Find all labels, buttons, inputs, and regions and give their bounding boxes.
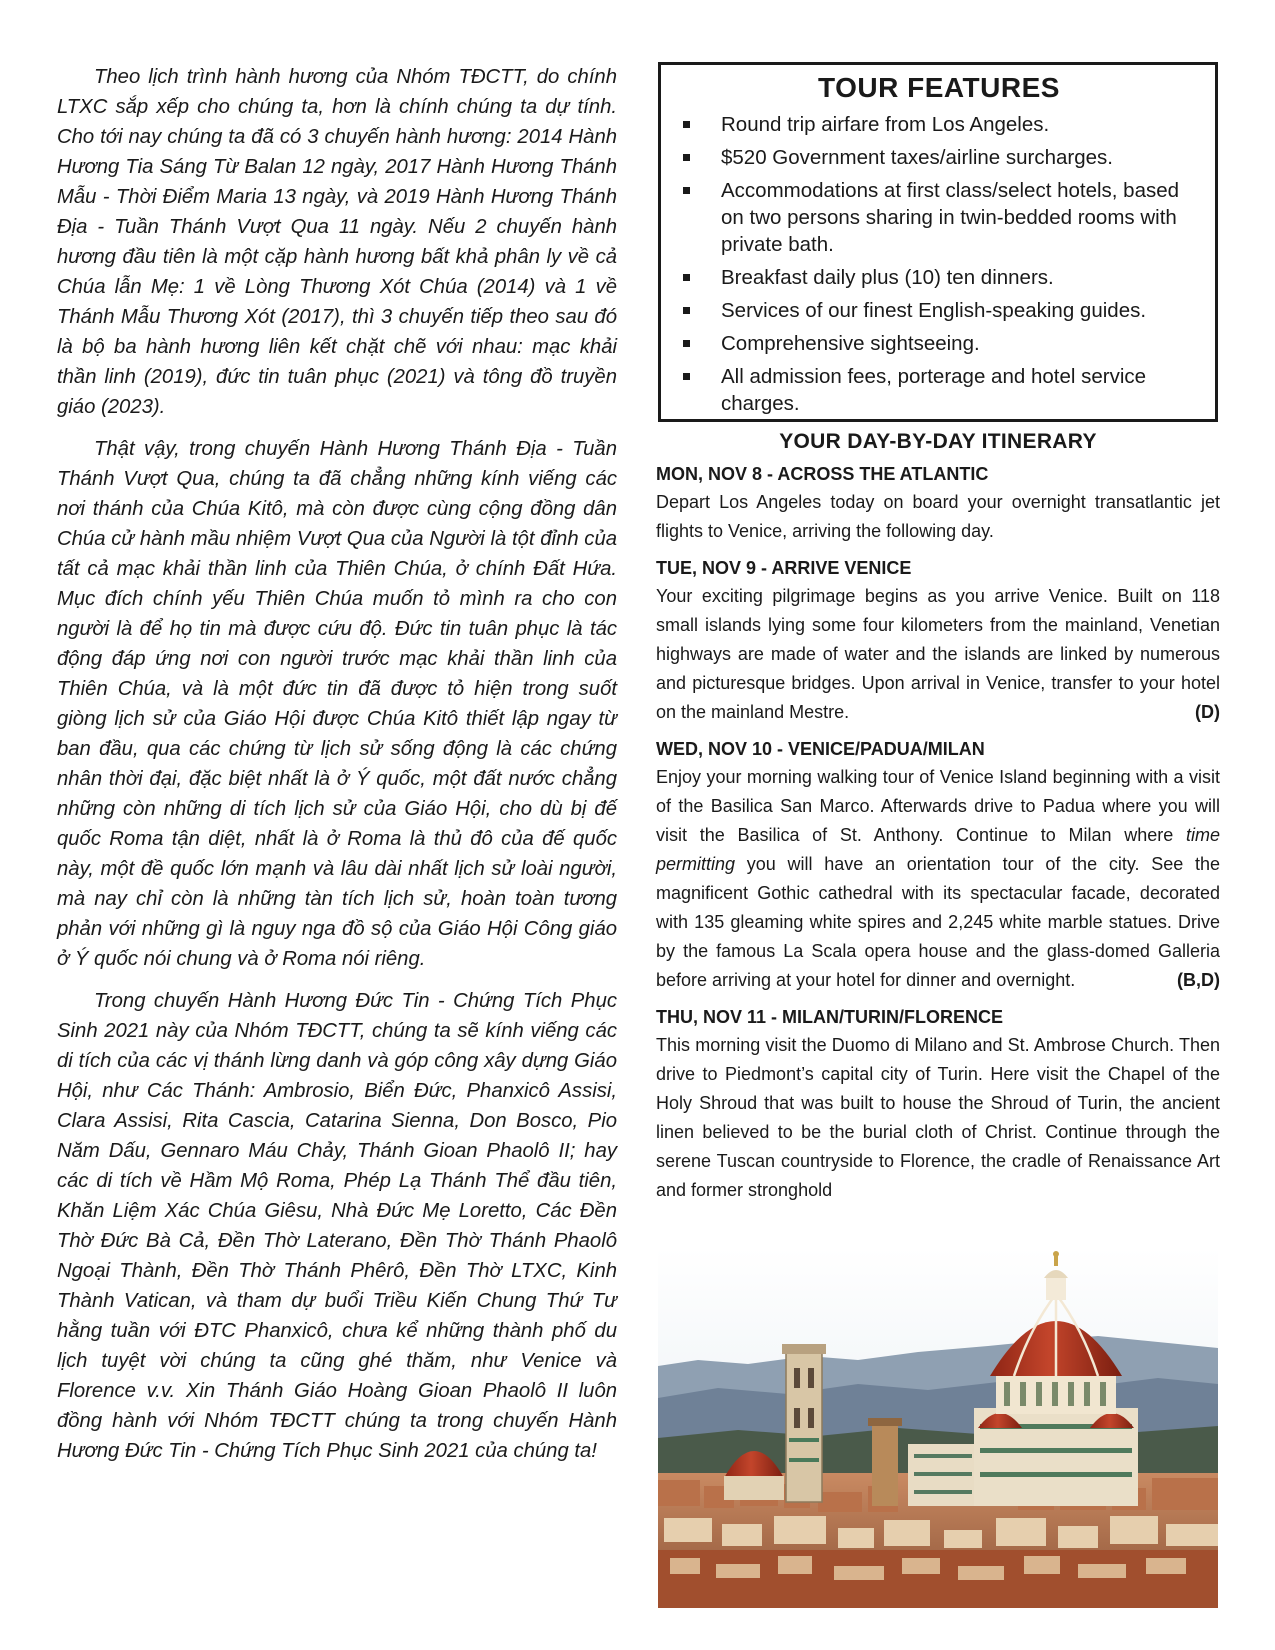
article-paragraph-3: Trong chuyến Hành Hương Đức Tin - Chứng Tích Phục Sinh 2021 này của Nhóm TĐCTT, chúng ta sẽ kính viếng các di tích của các vị thánh lừng danh và góp công xây dựng Giáo Hội, như Các Thánh: Ambrosio, Biển Đức, Phanxicô Assisi, Clara Assisi, Rita Cascia, Catarina Sienna, Don Bosco, Pio Năm Dấu, Gennaro Máu Chảy, Thánh Gioan Phaolô II; hay các di tích về Hầm Mộ Roma, Phép Lạ Thánh Thể đầu tiên, Khăn Liệm Xác Chúa Giêsu, Nhà Đức Mẹ Loretto, Các Đền Thờ Đức Bà Cả, Đền Thờ Laterano, Đền Thờ Thánh Phaolô Ngoại Thành, Đền Thờ Thánh Phêrô, Đền Thờ LTXC, Kinh Thành Vatican, và tham dự buổi Triều Kiến Chung Thứ Tư hằng tuần với ĐTC Phanxicô, chưa kể những thành phố du lịch tuyệt vời chúng ta cũng ghé thăm, như Venice và Florence v.v. Xin Thánh Giáo Hoàng Gioan Phaolô II luôn đồng hành với Nhóm TĐCTT chúng ta trong chuyến Hành Hương Đức Tin - Chứng Tích Phục Sinh 2021 của chúng ta! bbox=[57, 990, 617, 1462]
day-text: Depart Los Angeles today on board your overnight transatlantic jet flights to Venice, arriving the following day. bbox=[656, 492, 1220, 541]
day-text-emphasis: time permitting bbox=[656, 825, 1220, 874]
day-description bbox=[656, 763, 1220, 995]
florence-cathedral-photo bbox=[658, 1248, 1218, 1608]
feature-item: All admission fees, porterage and hotel service charges. bbox=[681, 363, 1197, 417]
day-description bbox=[656, 582, 1220, 727]
itinerary-section bbox=[656, 428, 1220, 1213]
feature-item: Accommodations at first class/select hotels, based on two persons sharing in twin-bedded rooms with private bath. bbox=[681, 177, 1197, 258]
itinerary-title: YOUR DAY-BY-DAY ITINERARY bbox=[779, 430, 1097, 453]
article-paragraph-2: Thật vậy, trong chuyến Hành Hương Thánh Địa - Tuần Thánh Vượt Qua, chúng ta đã chẳng những kính viếng các nơi thánh của Chúa Kitô, mà còn được cùng cộng đồng dân Chúa cử hành mầu nhiệm Vượt Qua của Người là tột đỉnh của tất cả mạc khải thần linh của Thiên Chúa, ở chính Đất Hứa. Mục đích chính yếu Thiên Chúa muốn tỏ mình ra cho con người là để họ tin mà được cứu độ. Đức tin tuân phục là tác động đáp ứng nơi con người trước mạc khải thần linh của Thiên Chúa, và là một đức tin đã được tỏ hiện trong suốt giòng lịch sử của Giáo Hội được Chúa Kitô thiết lập ngay từ ban đầu, qua các chứng từ lịch sử sống động là các chứng nhân thời đại, đặc biệt nhất là ở Ý quốc, một đất nước chẳng những còn những di tích lịch sử của Giáo Hội, cho dù bị đế quốc Roma tận diệt, nhất là ở Roma là thủ đô của đế quốc này, một đề quốc lớn mạnh và lâu dài nhất lịch sử loài người, mà nay chỉ còn là những tàn tích lịch sử, hoàn toàn tương phản với những gì là nguy nga đồ sộ của Giáo Hội Công giáo ở Ý quốc nói chung và ở Roma nói riêng. bbox=[57, 438, 617, 970]
vietnamese-article bbox=[57, 62, 617, 1478]
day-heading: TUE, NOV 9 - ARRIVE VENICE bbox=[656, 558, 912, 578]
day-description bbox=[656, 488, 1220, 546]
day-text: This morning visit the Duomo di Milano and St. Ambrose Church. Then drive to Piedmont’s capital city of Turin. Here visit the Chapel of the Holy Shroud that was built to house the Shroud of Turin, the ancient linen believed to be the burial cloth of Christ. Continue through the serene Tuscan countryside to Florence, the cradle of Renaissance Art and former stronghold bbox=[656, 1035, 1220, 1200]
day-description bbox=[656, 1031, 1220, 1205]
meal-code: (B,D) bbox=[1177, 970, 1220, 990]
day-text: Your exciting pilgrimage begins as you arrive Venice. Built on 118 small islands lying some four kilometers from the mainland, Venetian highways are made of water and the islands are linked by numerous and picturesque bridges. Upon arrival in Venice, transfer to your hotel on the mainland Mestre. bbox=[656, 586, 1220, 722]
day-heading: WED, NOV 10 - VENICE/PADUA/MILAN bbox=[656, 739, 985, 759]
tour-features-title: TOUR FEATURES bbox=[818, 72, 1060, 103]
feature-item: $520 Government taxes/airline surcharges. bbox=[681, 144, 1197, 171]
day-text: Enjoy your morning walking tour of Venice Island beginning with a visit of the Basilica San Marco. Afterwards drive to Padua where you will visit the Basilica of St. Anthony. Continue to Milan where bbox=[656, 767, 1220, 845]
feature-item: Comprehensive sightseeing. bbox=[681, 330, 1197, 357]
day-heading: MON, NOV 8 - ACROSS THE ATLANTIC bbox=[656, 464, 989, 484]
day-text: you will have an orientation tour of the city. See the magnificent Gothic cathedral with its spectacular facade, decorated with 135 gleaming white spires and 2,245 white marble statues. Drive by the famous La Scala opera house and the glass-domed Galleria before arriving at your hotel for dinner and overnight. bbox=[656, 854, 1220, 990]
day-heading: THU, NOV 11 - MILAN/TURIN/FLORENCE bbox=[656, 1007, 1004, 1027]
article-paragraph-1: Theo lịch trình hành hương của Nhóm TĐCTT, do chính LTXC sắp xếp cho chúng ta, hơn là chính chúng ta dự tính. Cho tới nay chúng ta đã có 3 chuyến hành hương: 2014 Hành Hương Tia Sáng Từ Balan 12 ngày, 2017 Hành Hương Thánh Mẫu - Thời Điểm Maria 13 ngày, và 2019 Hành Hương Thánh Địa - Tuần Thánh Vượt Qua 11 ngày. Nếu 2 chuyến hành hương đầu tiên là một cặp hành hương bất khả phân ly về cả Chúa lẫn Mẹ: 1 về Lòng Thương Xót Chúa (2014) và 1 về Thánh Mẫu Thương Xót (2017), thì 3 chuyến tiếp theo sau đó là bộ ba hành hương liên kết chặt chẽ với nhau: mạc khải thần linh (2019), đức tin tuân phục (2021) và tông đồ truyền giáo (2023). bbox=[57, 66, 617, 418]
tour-features-box bbox=[658, 62, 1218, 422]
feature-item: Round trip airfare from Los Angeles. bbox=[681, 111, 1197, 138]
feature-item: Breakfast daily plus (10) ten dinners. bbox=[681, 264, 1197, 291]
meal-code: (D) bbox=[1195, 702, 1220, 722]
feature-item: Services of our finest English-speaking guides. bbox=[681, 297, 1197, 324]
tour-features-list bbox=[681, 111, 1197, 417]
